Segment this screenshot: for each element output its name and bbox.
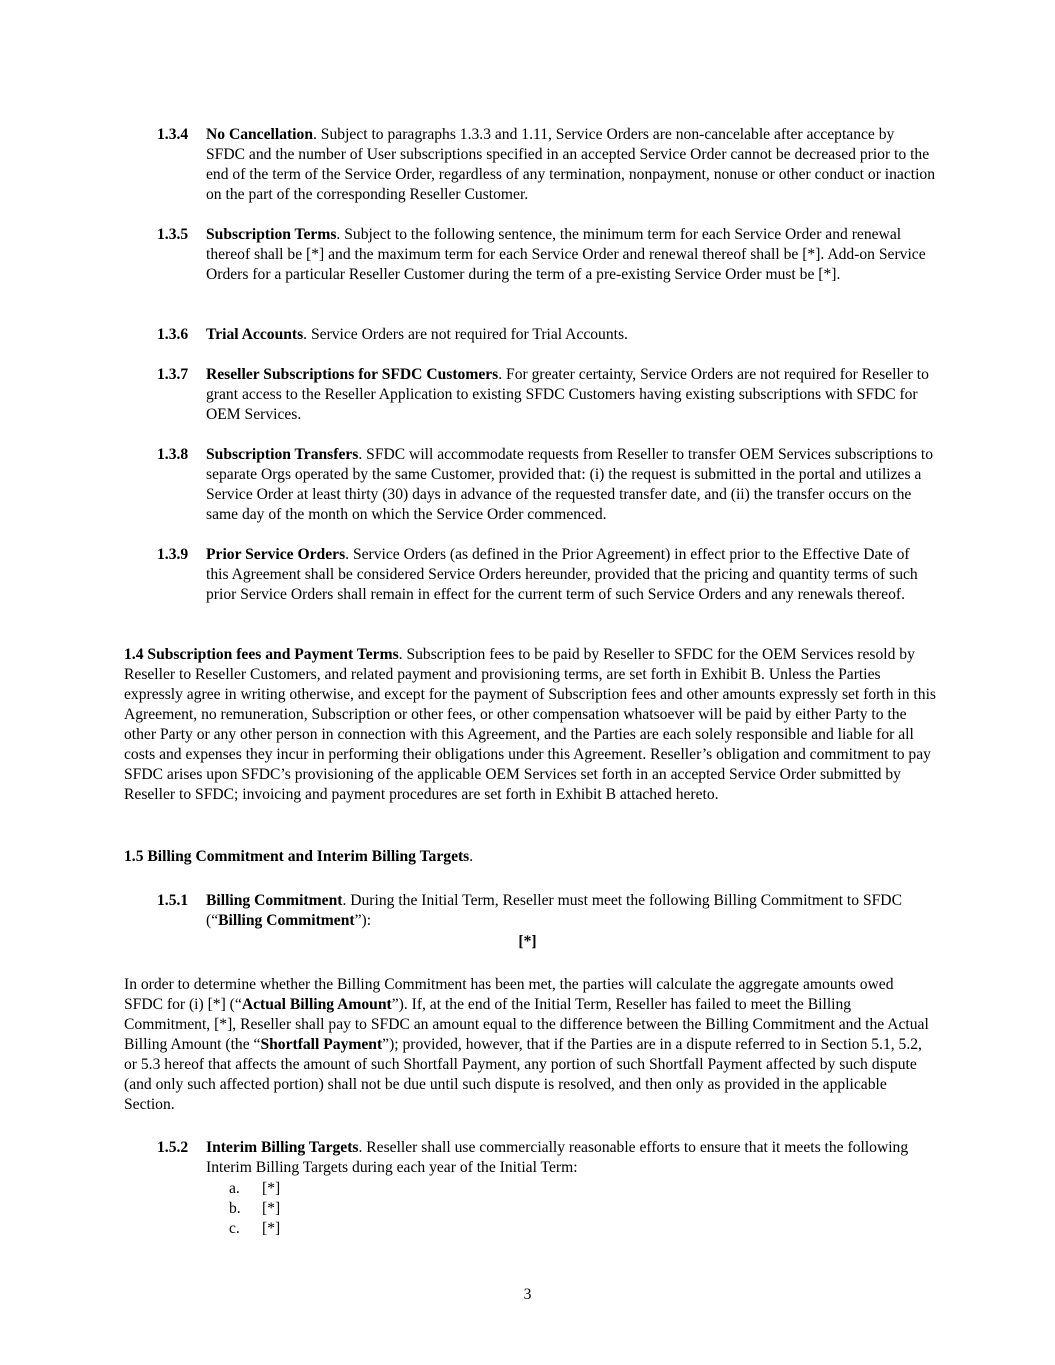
section-number: 1.3.7	[157, 366, 189, 383]
section-text: . Reseller shall use commercially reasonable efforts to ensure that it meets the following Interim Billing Targets during each year of the Initial Term:	[206, 1139, 909, 1176]
section-title: Interim Billing Targets	[206, 1139, 359, 1156]
section-title: No Cancellation	[206, 126, 313, 143]
section-text: ”):	[354, 912, 372, 929]
section-text: . SFDC will accommodate requests from Reseller to transfer OEM Services subscriptions to separate Orgs operated by the same Customer, provided that: (i) the request is submitted in the portal and utilizes a Service Order at least thirty (30) days in advance of the requested transfer date, and (ii) the transfer occurs on the same day of the month on which the Service Order commenced.	[206, 446, 934, 523]
section-number: 1.3.8	[157, 446, 189, 463]
defined-term: Actual Billing Amount	[241, 996, 392, 1013]
section-number: 1.5.2	[157, 1139, 189, 1156]
list-item: [*]	[262, 1200, 281, 1217]
section-text: .	[469, 848, 474, 865]
section-number: 1.3.4	[157, 126, 189, 143]
section-text: . For greater certainty, Service Orders are not required for Reseller to grant access to the Reseller Application to existing SFDC Customers having existing subscriptions with SFDC for OEM Services.	[206, 366, 929, 423]
section-title: Subscription Terms	[206, 226, 337, 243]
section-text: . Subject to the following sentence, the minimum term for each Service Order and renewal thereof shall be [*] and the maximum term for each Service Order and renewal thereof shall be [*]. Add-on Service Orders for a particular Reseller Customer during the term of a pre-existing Service Order must be [*].	[206, 226, 926, 283]
section-text: . Service Orders are not required for Trial Accounts.	[303, 326, 628, 343]
list-item-marker: c.	[229, 1220, 240, 1237]
defined-term: Billing Commitment	[218, 912, 355, 929]
section-text: . Subscription fees to be paid by Reseller to SFDC for the OEM Services resold by Reseller to Reseller Customers, and related payment and provisioning terms, are set forth in Exhibit B. Unless the Parties expressly agree in writing otherwise, and except for the payment of Subscription fees and other amounts expressly set forth in this Agreement, no remuneration, Subscription or other fees, or other compensation whatsoever will be paid by either Party to the other Party or any other person in connection with this Agreement, and the Parties are each solely responsible and liable for all costs and expenses they incur in performing their obligations under this Agreement. Reseller’s obligation and commitment to pay SFDC arises upon SFDC’s provisioning of the applicable OEM Services set forth in an accepted Service Order submitted by Reseller to SFDC; invoicing and payment procedures are set forth in Exhibit B attached hereto.	[124, 646, 936, 803]
section-number: 1.3.9	[157, 546, 189, 563]
section-title: 1.5 Billing Commitment and Interim Billing Targets	[124, 848, 470, 865]
section-text: . Service Orders (as defined in the Prior Agreement) in effect prior to the Effective Date of this Agreement shall be considered Service Orders hereunder, provided that the pricing and quantity terms of such prior Service Orders shall remain in effect for the current term of such Service Orders and any renewals thereof.	[206, 546, 918, 603]
paragraph-text: ”); provided, however, that if the Parties are in a dispute referred to in Section 5.1, 5.2, or 5.3 hereof that affects the amount of such Shortfall Payment, any portion of such Shortfall Payment affected by such dispute (and only such affected portion) shall not be due until such dispute is resolved, and then only as provided in the applicable Section.	[124, 1036, 922, 1113]
paragraph-text: In order to determine whether the Billing Commitment has been met, the parties will calculate the aggregate amounts owed SFDC for (i) [*] (“	[124, 976, 894, 1013]
section-1-3-5	[206, 225, 936, 285]
section-text: . During the Initial Term, Reseller must meet the following Billing Commitment to SFDC (“	[206, 892, 902, 929]
section-title: Trial Accounts	[206, 326, 304, 343]
page-number: 3	[523, 1286, 532, 1303]
section-1-5-1	[206, 891, 936, 931]
billing-commitment-value: [*]	[518, 933, 537, 950]
paragraph-text: ”). If, at the end of the Initial Term, Reseller has failed to meet the Billing Commitment, [*], Reseller shall pay to SFDC an amount equal to the difference between the Billing Commitment and the Actual Billing Amount (the “	[124, 996, 929, 1053]
billing-commitment-paragraph	[124, 975, 936, 1115]
section-1-4	[124, 645, 936, 805]
section-1-5-2	[206, 1138, 936, 1178]
section-1-3-9	[206, 545, 936, 605]
section-title: Prior Service Orders	[206, 546, 346, 563]
list-item-marker: b.	[229, 1200, 241, 1217]
defined-term: Shortfall Payment	[260, 1036, 383, 1053]
section-1-5	[124, 847, 936, 867]
section-text: . Subject to paragraphs 1.3.3 and 1.11, Service Orders are non-cancelable after acceptance by SFDC and the number of User subscriptions specified in an accepted Service Order cannot be decreased prior to the end of the term of the Service Order, regardless of any termination, nonpayment, nonuse or other conduct or inaction on the part of the corresponding Reseller Customer.	[206, 126, 936, 203]
section-1-3-7	[206, 365, 936, 425]
section-number: 1.3.6	[157, 326, 189, 343]
section-title: Billing Commitment	[206, 892, 343, 909]
list-item: [*]	[262, 1220, 281, 1237]
section-number: 1.3.5	[157, 226, 189, 243]
section-title: Reseller Subscriptions for SFDC Customers	[206, 366, 499, 383]
section-1-3-6	[206, 325, 936, 345]
list-item: [*]	[262, 1180, 281, 1197]
section-1-3-8	[206, 445, 936, 525]
section-title: 1.4 Subscription fees and Payment Terms	[124, 646, 399, 663]
section-1-3-4	[206, 125, 936, 205]
list-item-marker: a.	[229, 1180, 240, 1197]
section-title: Subscription Transfers	[206, 446, 359, 463]
section-number: 1.5.1	[157, 892, 189, 909]
